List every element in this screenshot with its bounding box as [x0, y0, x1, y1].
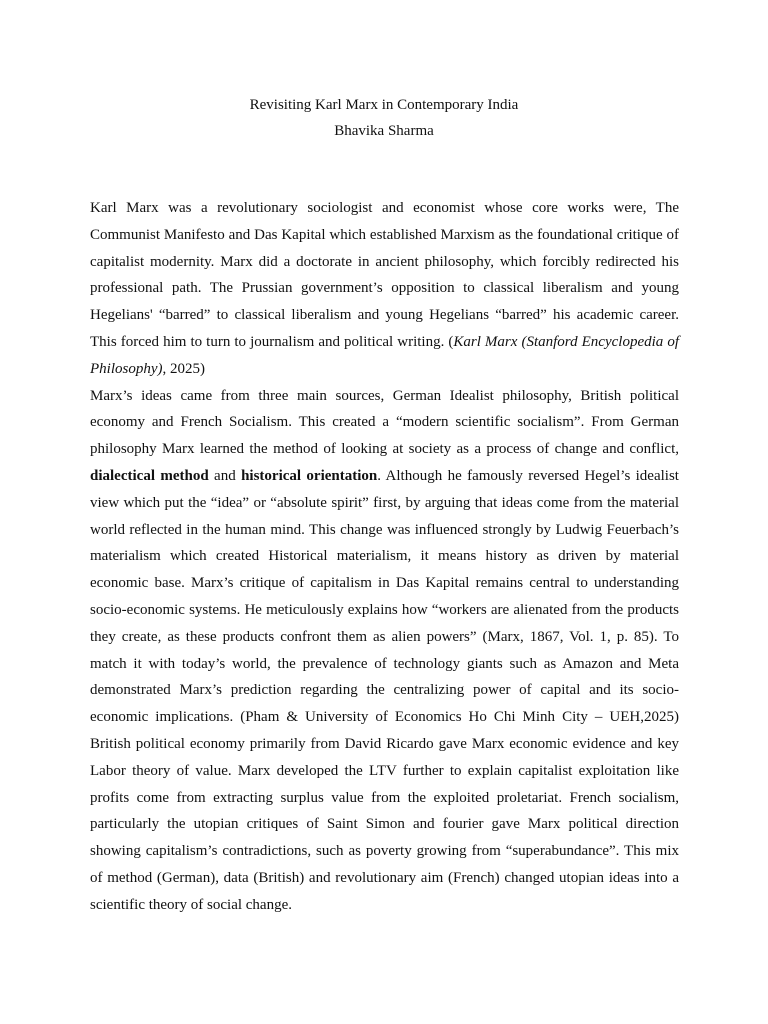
document-body	[90, 195, 679, 919]
text-run: . Although he famously reversed Hegel’s idealist view which put the “idea” or “absolute spirit” first, by arguing that ideas come from the material world reflected in the human mind. This change was influenced strongly by Ludwig Feuerbach’s materialism which created Historical materialism, it means history as driven by material economic base. Marx’s critique of capitalism in Das Kapital remains central to understanding socio-economic systems. He meticulously explains how “workers are alienated from the products they create, as these products confront them as alien powers” (Marx, 1867, Vol. 1, p. 85). To match it with today’s world, the prevalence of technology giants such as Amazon and Meta demonstrated Marx’s prediction regarding the centralizing power of capital and its socio-economic implications. (Pham & University of Economics Ho Chi Minh City – UEH,2025) British political economy primarily from David Ricardo gave Marx economic evidence and key Labor theory of value. Marx developed the LTV further to explain capitalist exploitation like profits come from extracting surplus value from the exploited proletariat. French socialism, particularly the utopian critiques of Saint Simon and fourier gave Marx political direction showing capitalism’s contradictions, such as poverty growing from “superabundance”. This mix of method (German), data (British) and revolutionary aim (French) changed utopian ideas into a scientific theory of social change.	[90, 467, 679, 913]
document-author: Bhavika Sharma	[334, 123, 434, 139]
paragraph-sources	[90, 383, 679, 919]
document-header	[0, 92, 768, 144]
text-run: , 2025)	[162, 360, 205, 377]
text-run: Marx’s ideas came from three main sources, German Idealist philosophy, British political economy and French Socialism. This created a “modern scientific socialism”. From German philosophy Marx learned the method of looking at society as a process of change and conflict,	[90, 387, 679, 458]
text-run: Karl Marx was a revolutionary sociologist and economist whose core works were, The Communist Manifesto and Das Kapital which established Marxism as the foundational critique of capitalist modernity. Marx did a doctorate in ancient philosophy, which forcibly redirected his professional path. The Prussian government’s opposition to classical liberalism and young Hegelians' “barred” to classical liberalism and young Hegelians “barred” his academic career. This forced him to turn to journalism and political writing. (	[90, 200, 679, 350]
paragraph-intro	[90, 195, 679, 383]
bold-text: historical orientation	[241, 467, 378, 484]
italic-citation: Karl Marx (Stanford Encyclopedia of Philosophy)	[90, 333, 679, 377]
document-title: Revisiting Karl Marx in Contemporary India	[249, 97, 519, 113]
text-run: and	[208, 467, 242, 484]
bold-text: dialectical method	[90, 467, 209, 484]
